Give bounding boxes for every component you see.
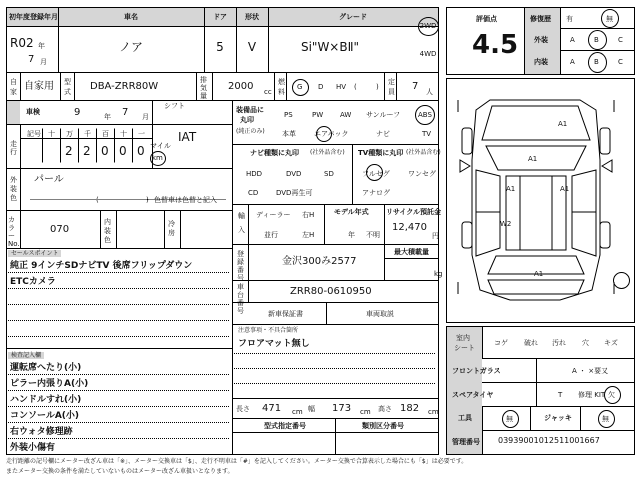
usage-label-2: 家 <box>10 88 17 96</box>
new-car-warranty: 新車保証書 <box>268 310 303 318</box>
usage-label: 自 <box>10 78 17 86</box>
equip-airbag: エアバック <box>314 130 349 138</box>
inspection-month: 7 <box>122 107 129 118</box>
import-label-2: 入 <box>238 226 245 234</box>
fuel-hv: HV <box>336 83 347 91</box>
equip-pw: PW <box>312 111 324 119</box>
capacity-label: 定 <box>388 78 395 86</box>
jack-value: 無 <box>602 415 609 423</box>
digit-header-0: 記号 <box>27 130 41 138</box>
repair-no: 無 <box>606 15 613 23</box>
disp-label: 排 <box>200 76 207 84</box>
jack-label: ジャッキ <box>544 414 572 422</box>
grade-label: グレード <box>339 13 367 21</box>
owner-manual: 車両取説 <box>366 310 394 318</box>
import-dealer: ディーラー <box>256 211 291 219</box>
inspection-label: 車検 <box>26 108 40 116</box>
max-load-kg: kg <box>434 270 443 278</box>
interior-score-label: 内装 <box>534 58 548 66</box>
inspector-line: 外装小傷有 <box>10 443 56 453</box>
cc-unit: cc <box>264 88 272 96</box>
interior-c: C <box>618 58 623 66</box>
usage-value: 自家用 <box>24 81 54 92</box>
navi-dvd: DVD <box>286 170 302 178</box>
seat-label: 室内 <box>456 334 470 342</box>
model-year-unknown: 不明 <box>366 231 380 239</box>
max-load-label: 最大積載量 <box>394 248 429 256</box>
aircon-label: 冷房 <box>168 220 175 237</box>
height-label: 高さ <box>378 405 392 413</box>
model-year-label: モデル年式 <box>334 208 369 216</box>
digit-header-3: 千 <box>84 130 91 138</box>
plate-value: 金沢300み2577 <box>282 256 357 267</box>
sales-point-line: 純正 9インチSDナビTV 後席フリップダウン <box>10 261 193 271</box>
tv-label: TV種類に丸印 <box>358 149 404 157</box>
km-label: km <box>152 154 163 162</box>
glass-label: フロントガラス <box>452 367 501 375</box>
inspector-line: 右ウォタ修理跡 <box>10 427 73 437</box>
exterior-c: C <box>618 36 623 44</box>
equipment-label: 装備品に <box>236 106 264 114</box>
color-note-paren-close: ) <box>146 196 149 204</box>
damage-mark: A1 <box>528 155 538 163</box>
management-label: 管理番号 <box>452 438 480 446</box>
height-cm: cm <box>428 408 439 416</box>
fuel-label: 燃 <box>278 78 285 86</box>
navi-dvd-play: DVD再生可 <box>276 189 313 197</box>
spare-missing: 欠 <box>608 391 615 399</box>
tv-analog: アナログ <box>362 189 390 197</box>
spare-t: T <box>558 391 563 399</box>
seat-item: 破れ <box>524 339 538 347</box>
model-label: 型 <box>64 78 71 86</box>
width-cm: cm <box>360 408 371 416</box>
shape-value: V <box>247 40 257 54</box>
doors-value: 5 <box>216 40 224 54</box>
inspector-label: 検査記入欄 <box>8 352 44 359</box>
exterior-a: A <box>570 36 575 44</box>
inspector-line: 運転席へたり(小) <box>10 363 82 373</box>
navi-label-small: (社外品含む) <box>310 149 345 156</box>
import-left: 左H <box>302 231 315 239</box>
tv-fullseg: フルセグ <box>362 170 390 178</box>
equip-ps: PS <box>284 111 293 119</box>
fuel-label-2: 料 <box>278 88 285 96</box>
sales-point-label: セールスポイント <box>8 250 61 257</box>
disp-label-2: 気量 <box>200 84 207 100</box>
tools-value: 無 <box>506 415 513 423</box>
equip-navi: ナビ <box>376 130 390 138</box>
fuel-paren-close: ) <box>376 83 379 91</box>
length-cm: cm <box>292 408 303 416</box>
color-code: 070 <box>50 224 70 235</box>
exterior-label: 外装 <box>534 36 548 44</box>
equip-tv: TV <box>422 130 432 138</box>
spare-label: スペアタイヤ <box>452 391 494 399</box>
import-parallel: 並行 <box>264 231 278 239</box>
drive-4wd: 4WD <box>419 50 437 58</box>
color-value: パール <box>34 174 64 185</box>
damage-mark: A1 <box>534 270 544 278</box>
model-year-unit: 年 <box>348 231 355 239</box>
mileage-label: 走行 <box>10 140 17 156</box>
length-label: 長さ <box>236 405 250 413</box>
import-right: 右H <box>302 211 315 219</box>
recycle-yen: 円 <box>432 232 439 240</box>
interior-b: B <box>594 58 599 66</box>
exterior-b: B <box>594 36 599 44</box>
repair-yes: 有 <box>566 15 573 23</box>
notes-line: フロアマット無し <box>238 339 310 349</box>
shape-label: 形状 <box>245 13 259 21</box>
digit-header-1: 十 <box>48 130 55 138</box>
inspection-year: 9 <box>74 107 81 118</box>
chassis-value: ZRR80-0610950 <box>290 286 372 297</box>
spare-kit: 修理 KIT <box>578 391 606 399</box>
interior-a: A <box>570 58 575 66</box>
equip-aw: AW <box>340 111 352 119</box>
color-code-label: カラー No. <box>8 216 20 248</box>
type-no-label: 型式指定番号 <box>264 422 306 430</box>
equip-abs: ABS <box>418 111 432 119</box>
shift-label: シフト <box>164 102 185 110</box>
model-value: DBA-ZRR80W <box>90 81 159 92</box>
fuel-g: G <box>297 83 303 91</box>
mile-label: マイル <box>150 142 171 150</box>
color-note-paren: ( <box>96 196 99 204</box>
capacity-value: 7 <box>412 81 419 92</box>
footer-line-2: またメーター交換の条件を満たしていないものはメーター改ざん車扱いとなります。 <box>6 468 234 475</box>
color-label: 外装色 <box>10 176 17 202</box>
color-note: 色替車は色替と記入 <box>154 196 217 204</box>
tools-label: 工具 <box>458 414 472 422</box>
glass-value: A ・ ×要又 <box>572 367 609 375</box>
seat-item: キズ <box>604 339 618 347</box>
drive-2wd: 2WD <box>419 22 437 30</box>
year-unit: 年 <box>38 42 45 50</box>
class-no-label: 類別区分番号 <box>362 422 404 430</box>
damage-mark: A1 <box>560 185 570 193</box>
reg-month: 7 <box>28 54 35 65</box>
management-no: 03939001012511001667 <box>498 436 600 445</box>
doors-label: ドア <box>213 13 227 21</box>
width-label: 幅 <box>308 405 315 413</box>
width-value: 173 <box>332 403 352 414</box>
sales-point-line: ETCカメラ <box>10 277 56 287</box>
recycle-label: リサイクル預託金 <box>386 208 442 216</box>
tv-oneseg: ワンセグ <box>408 170 436 178</box>
seat-label-2: シート <box>454 344 475 352</box>
model-label-2: 式 <box>64 88 71 96</box>
mileage-digit: 2 <box>83 144 91 158</box>
fuel-paren: ( <box>354 83 357 91</box>
inspector-line: コンソールA(小) <box>10 411 80 421</box>
capacity-unit: 人 <box>426 88 433 96</box>
digit-header-2: 万 <box>66 130 73 138</box>
interior-color-label: 内装色 <box>104 218 111 244</box>
seat-item: 穴 <box>582 339 589 347</box>
navi-hdd: HDD <box>246 170 263 178</box>
fuel-d: D <box>318 83 324 91</box>
damage-mark: A1 <box>558 120 568 128</box>
seat-item: コゲ <box>494 339 508 347</box>
tv-label-small: (社外品含む) <box>406 149 441 156</box>
mileage-digit: 0 <box>119 144 127 158</box>
chassis-label: 車台番号 <box>237 283 244 315</box>
month-unit: 月 <box>40 58 47 66</box>
damage-mark: A1 <box>506 185 516 193</box>
capacity-label-2: 員 <box>388 88 395 96</box>
damage-mark: W2 <box>500 220 512 228</box>
recycle-value: 12,470 <box>392 222 427 233</box>
inspector-line: ピラー内張りA(小) <box>10 379 89 389</box>
navi-cd: CD <box>248 189 259 197</box>
mileage-digit: 0 <box>101 144 109 158</box>
repair-label: 修復歴 <box>530 15 551 23</box>
plate-label: 登録番号 <box>237 250 244 282</box>
reg-era: R02 <box>10 36 34 50</box>
inspection-year-unit: 年 <box>104 113 111 121</box>
disp-value: 2000 <box>228 81 254 92</box>
length-value: 471 <box>262 403 282 414</box>
notes-label: 注意事項・不具合箇所 <box>235 327 301 334</box>
score-value: 4.5 <box>472 30 519 60</box>
equipment-label-2: 丸印 <box>240 116 254 124</box>
navi-sd: SD <box>324 170 334 178</box>
grade-value: Si"W×BⅡ" <box>300 40 360 54</box>
height-value: 182 <box>400 403 420 414</box>
inspector-line: ハンドルすれ(小) <box>10 395 82 405</box>
digit-header-4: 百 <box>102 130 109 138</box>
footer-line-1: 走行距離の記号欄にメーター改ざん車は「※」、メーター交換車は「$」、走行不明車は「#」を記入してください。メーター交換で合算表示した場合にも「$」は必要です。 <box>6 458 468 465</box>
equip-leather: 本革 <box>282 130 296 138</box>
inspection-month-unit: 月 <box>142 113 149 121</box>
equipment-label-3: (純正のみ) <box>236 128 265 135</box>
equip-sunroof: サンルーフ <box>366 111 401 119</box>
score-label: 評価点 <box>476 15 497 23</box>
digit-header-6: 一 <box>138 130 145 138</box>
shift-value: IAT <box>178 130 197 144</box>
navi-label: ナビ種類に丸印 <box>250 149 299 157</box>
mileage-digit: 0 <box>137 144 145 158</box>
car-name: ノア <box>118 40 144 54</box>
car-name-label: 車名 <box>124 13 138 21</box>
seat-item: 汚れ <box>552 339 566 347</box>
reg-year-label: 初年度登録年月 <box>9 13 58 21</box>
mileage-digit: 2 <box>65 144 73 158</box>
import-label: 輸 <box>238 212 245 220</box>
digit-header-5: 十 <box>120 130 127 138</box>
